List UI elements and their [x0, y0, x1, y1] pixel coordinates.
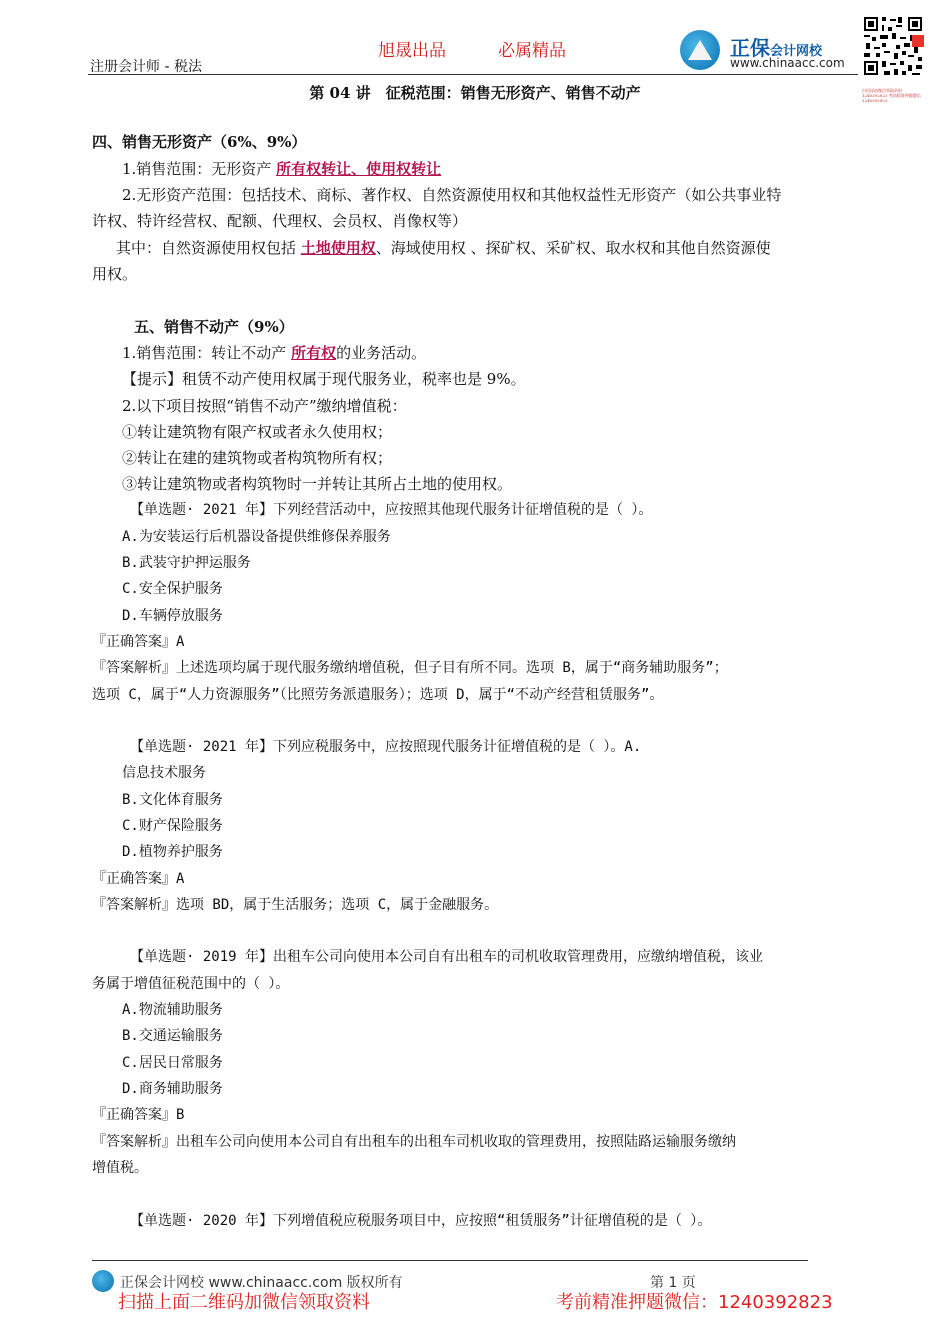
text-line: 【提示】租赁不动产使用权属于现代服务业，税率也是 9%。	[122, 370, 526, 388]
slogan-2: 必属精品	[498, 41, 566, 61]
option-a: A.物流辅助服务	[122, 1002, 223, 1018]
option-c: C.居民日常服务	[122, 1055, 223, 1071]
brand-name: 正保会计网校	[730, 36, 823, 60]
text-line: 2.无形资产范围：包括技术、商标、著作权、自然资源使用权和其他权益性无形资产（如公共事业特	[122, 186, 782, 204]
text-line: 许权、特许经营权、配额、代理权、会员权、肖像权等）	[92, 212, 468, 230]
explanation: 『答案解析』上述选项均属于现代服务缴纳增值税，但子目有所不同。选项 B，属于“商务辅助服务”；	[92, 660, 728, 676]
footer-divider	[92, 1260, 808, 1261]
page-number: 第 1 页	[650, 1275, 696, 1291]
text-line: 2.以下项目按照“销售不动产”缴纳增值税：	[122, 397, 407, 415]
qr-note: 扫码添加微信领取资料 1240392823 考前精准押题微信 1240392823	[862, 88, 921, 103]
option-b: B.交通运输服务	[122, 1028, 223, 1044]
option-a: A.为安装运行后机器设备提供维修保养服务	[122, 529, 391, 545]
explanation: 增值税。	[92, 1160, 148, 1176]
text-line: 1.销售范围：无形资产 所有权转让、使用权转让	[122, 160, 442, 178]
question-stem: 务属于增值征税范围中的（ ）。	[92, 976, 290, 992]
option-b: B.文化体育服务	[122, 792, 223, 808]
explanation: 选项 C，属于“人力资源服务”（比照劳务派遣服务）；选项 D，属于“不动产经营租赁服务”。	[92, 687, 664, 703]
highlight-text: 土地使用权	[300, 239, 376, 257]
footer-copyright: 正保会计网校 www.chinaacc.com 版权所有	[120, 1275, 403, 1291]
explanation: 『答案解析』出租车公司向使用本公司自有出租车的出租车司机收取的管理费用，按照陆路运输服务缴纳	[92, 1134, 736, 1150]
question-stem: 【单选题· 2021 年】下列经营活动中，应按照其他现代服务计征增值税的是（ ）。	[130, 502, 653, 518]
subject-label: 注册会计师 - 税法	[90, 59, 202, 75]
qr-code-icon	[862, 6, 924, 86]
option-c: C.安全保护服务	[122, 581, 223, 597]
footer-ad-left: 扫描上面二维码加微信领取资料	[118, 1292, 370, 1313]
header-divider	[88, 74, 858, 75]
option-d: D.车辆停放服务	[122, 608, 223, 624]
explanation: 『答案解析』选项 BD，属于生活服务；选项 C，属于金融服务。	[92, 897, 499, 913]
section-heading-realestate: 五、销售不动产（9%）	[134, 318, 294, 336]
answer: 『正确答案』B	[92, 1107, 185, 1123]
answer: 『正确答案』A	[92, 634, 185, 650]
chinaacc-logo-icon	[680, 30, 720, 70]
text-line: ②转让在建的建筑物或者构筑物所有权；	[122, 449, 393, 467]
section-heading-intangible: 四、销售无形资产（6%、9%）	[92, 133, 307, 151]
highlight-text: 所有权转让、使用权转让	[276, 160, 442, 178]
option-d: D.商务辅助服务	[122, 1081, 223, 1097]
question-stem: 【单选题· 2020 年】下列增值税应税服务项目中，应按照“租赁服务”计征增值税的是（ ）。	[130, 1213, 712, 1229]
chinaacc-logo-small-icon	[92, 1270, 114, 1292]
text-line: 用权。	[92, 265, 138, 283]
option-a: 信息技术服务	[122, 765, 206, 781]
page-title: 第 04 讲 征税范围：销售无形资产、销售不动产	[309, 84, 641, 102]
question-stem: 【单选题· 2021 年】下列应税服务中，应按照现代服务计征增值税的是（ ）。A.	[130, 739, 642, 755]
brand-url: www.chinaacc.com	[730, 56, 845, 70]
slogan-1: 旭晟出品	[378, 41, 446, 61]
text-line: ③转让建筑物或者构筑物时一并转让其所占土地的使用权。	[122, 475, 513, 493]
footer-ad-right: 考前精准押题微信：1240392823	[556, 1292, 833, 1313]
text-line: 其中：自然资源使用权包括 土地使用权、海域使用权 、探矿权、采矿权、取水权和其他自然资源使	[116, 239, 771, 257]
option-d: D.植物养护服务	[122, 844, 223, 860]
text-line: 1.销售范围：转让不动产 所有权的业务活动。	[122, 344, 427, 362]
text-line: ①转让建筑物有限产权或者永久使用权；	[122, 423, 393, 441]
answer: 『正确答案』A	[92, 871, 185, 887]
option-b: B.武装守护押运服务	[122, 555, 251, 571]
option-c: C.财产保险服务	[122, 818, 223, 834]
highlight-text: 所有权	[291, 344, 337, 362]
question-stem: 【单选题· 2019 年】出租车公司向使用本公司自有出租车的司机收取管理费用，应缴纳增值税，该业	[130, 949, 763, 965]
